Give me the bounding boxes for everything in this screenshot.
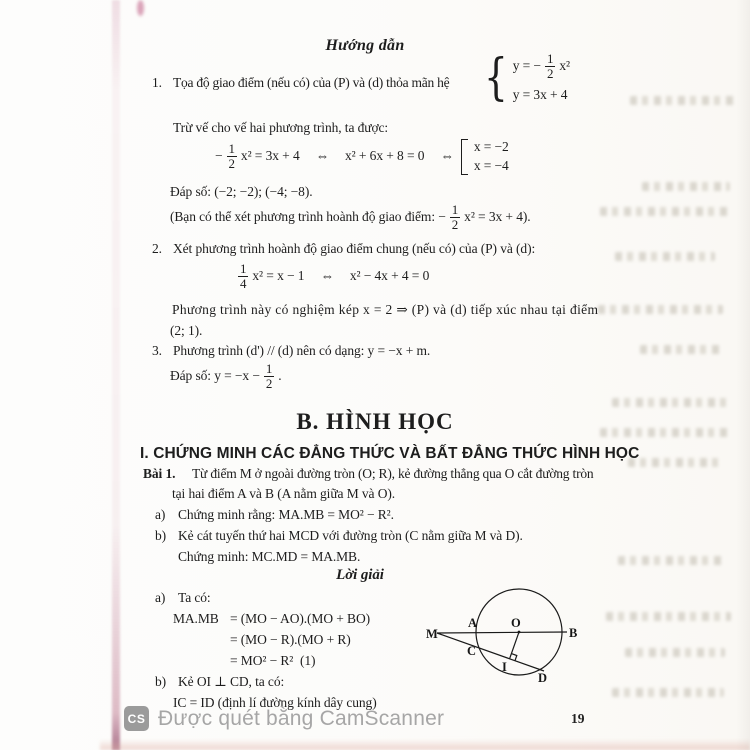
item1-answer: Đáp số: (−2; −2); (−4; −8). — [170, 184, 313, 199]
bleed-through-smudge — [630, 96, 735, 105]
note-pre: (Bạn có thể xét phương trình hoành độ giao điểm: − — [170, 209, 446, 225]
subsection-heading: I. CHỨNG MINH CÁC ĐẲNG THỨC VÀ BẤT ĐẲNG THỨC HÌNH HỌC — [140, 445, 640, 462]
label-C: C — [467, 644, 477, 658]
bleed-through-smudge — [642, 182, 730, 191]
bleed-through-smudge — [598, 305, 723, 314]
bleed-through-smudge — [640, 345, 720, 354]
item3-answer — [170, 362, 282, 392]
answer-pre: Đáp số: y = −x − — [170, 368, 260, 384]
question-b-text2: Chứng minh: MC.MD = MA.MB. — [178, 549, 361, 564]
book-spine-shadow — [112, 0, 120, 750]
note-post: x² = 3x + 4). — [464, 209, 531, 225]
solution-b-text: Kẻ OI ⊥ CD, ta có: — [178, 674, 285, 689]
item2-equation — [237, 262, 429, 292]
scan-artifact — [137, 0, 144, 16]
center-point-O — [518, 631, 521, 634]
scan-artifact — [100, 739, 750, 750]
bleed-through-smudge — [612, 398, 730, 407]
bleed-through-smudge — [606, 612, 731, 621]
item2-lead: Xét phương trình hoành độ giao điểm chung (nếu có) của (P) và (d): — [173, 241, 536, 256]
fraction: $\frac{1}{2}$ — [228, 141, 235, 172]
list-number: 1. — [152, 75, 162, 90]
label-M: M — [426, 627, 438, 641]
sys-line1-pre: y = − — [512, 58, 541, 74]
case-2: x = −4 — [473, 157, 509, 173]
fraction: $\frac{1}{4}$ — [240, 261, 247, 292]
label-B: B — [569, 626, 578, 640]
derivation-step3: = MO² − R² — [230, 653, 294, 668]
page-number: 19 — [571, 711, 585, 726]
item1-equation — [215, 139, 509, 175]
iff-arrow: ⇔ — [320, 268, 334, 284]
bleed-through-smudge — [612, 688, 724, 697]
bai1-text-line2: tại hai điểm A và B (A nằm giữa M và O). — [172, 486, 396, 501]
bleed-through-smudge — [615, 252, 715, 261]
derivation-lhs: MA.MB — [173, 611, 219, 626]
solution-cases — [461, 139, 509, 175]
list-number: 2. — [152, 241, 162, 256]
system-brace: { — [483, 48, 508, 107]
question-a-label: a) — [155, 507, 166, 522]
question-a-text: Chứng minh rằng: MA.MB = MO² − R². — [178, 507, 394, 522]
equation-part: x² + 6x + 8 = 0 — [345, 148, 425, 164]
equation-part: x² = x − 1 — [252, 268, 305, 284]
item1-lead: Tọa độ giao điểm (nếu có) của (P) và (d) thỏa mãn hệ — [173, 75, 450, 90]
derivation-step2: = (MO − R).(MO + R) — [230, 632, 351, 647]
solution-b-label: b) — [155, 674, 167, 689]
bleed-through-smudge — [618, 556, 726, 565]
question-b-label: b) — [155, 528, 167, 543]
label-I: I — [502, 660, 507, 674]
answer-post: . — [278, 368, 282, 384]
label-D: D — [538, 671, 548, 685]
minus-sign: − — [215, 148, 223, 164]
solution-a-label: a) — [155, 590, 166, 605]
bai1-text-line1: Từ điểm M ở ngoài đường tròn (O; R), kẻ đường thẳng qua O cắt đường tròn — [192, 466, 594, 481]
item1-para: Trừ vế cho vế hai phương trình, ta được: — [173, 120, 389, 135]
solution-title: Lời giải — [336, 567, 384, 583]
page-title: Hướng dẫn — [325, 37, 405, 54]
solution-b-line2: IC = ID (định lí đường kính dây cung) — [173, 695, 377, 710]
item3-lead: Phương trình (d') // (d) nên có dạng: y = −x + m. — [173, 343, 431, 358]
iff-arrow: ⇔ — [315, 148, 330, 164]
equation-tag: (1) — [300, 653, 316, 668]
solution-a-text: Ta có: — [178, 590, 211, 605]
item1-note — [170, 203, 531, 233]
equation-part: x² = 3x + 4 — [240, 148, 300, 164]
item2-para2: (2; 1). — [170, 323, 203, 338]
fraction: $\frac{1}{2}$ — [265, 361, 273, 392]
section-heading: B. HÌNH HỌC — [296, 409, 454, 434]
iff-arrow: ⇔ — [440, 148, 454, 164]
secant-MAB — [437, 632, 567, 633]
equation-part: x² − 4x + 4 = 0 — [349, 268, 430, 284]
scan-artifact — [736, 0, 750, 750]
label-O: O — [511, 616, 521, 630]
camscanner-watermark: Được quét bằng CamScanner — [158, 707, 445, 730]
cases-bracket — [461, 139, 468, 175]
bleed-through-smudge — [628, 458, 723, 467]
camscanner-icon: CS — [124, 706, 149, 731]
label-A: A — [468, 616, 478, 630]
bleed-through-smudge — [600, 207, 730, 216]
bleed-through-smudge — [625, 648, 725, 657]
item2-para1: Phương trình này có nghiệm kép x = 2 ⇒ (P) và (d) tiếp xúc nhau tại điểm — [172, 302, 599, 317]
fraction: $\frac{1}{2}$ — [451, 202, 459, 233]
equation-system — [480, 48, 570, 107]
secant-MCD — [437, 633, 544, 671]
question-b-text: Kẻ cát tuyến thứ hai MCD với đường tròn (C nằm giữa M và D). — [178, 528, 523, 543]
bai1-label: Bài 1. — [143, 466, 176, 481]
fraction: $\frac{1}{2}$ — [546, 51, 554, 82]
sys-line1-post: x² — [559, 58, 570, 74]
circle-diagram — [425, 578, 600, 718]
case-1: x = −2 — [473, 139, 509, 154]
list-number: 3. — [152, 343, 162, 358]
sys-line2: y = 3x + 4 — [512, 86, 568, 102]
derivation-step1: = (MO − AO).(MO + BO) — [230, 611, 370, 626]
